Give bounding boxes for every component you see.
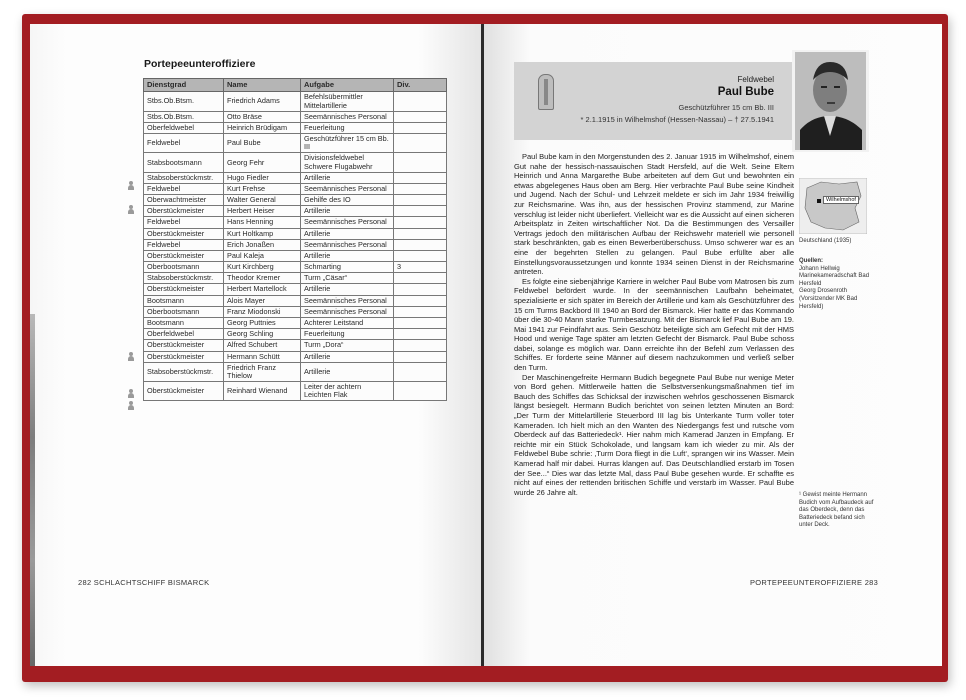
name-cell: Reinhard Wienand [224, 382, 301, 401]
person-icon [127, 401, 135, 411]
rank-cell: Feldwebel [144, 183, 224, 194]
name-cell: Otto Bräse [224, 111, 301, 122]
table-row [144, 217, 447, 228]
table-row [144, 362, 447, 381]
header-div: Div. [394, 79, 447, 92]
table-row [144, 306, 447, 317]
name-cell: Erich Jonaßen [224, 239, 301, 250]
biography-text [514, 152, 794, 497]
division-cell [394, 382, 447, 401]
table-row [144, 262, 447, 273]
duty-cell: Seemännisches Personal [301, 239, 394, 250]
division-cell: 3 [394, 262, 447, 273]
profile-header [514, 62, 794, 140]
division-cell [394, 295, 447, 306]
duty-cell: Seemännisches Personal [301, 111, 394, 122]
division-cell [394, 92, 447, 111]
division-cell [394, 318, 447, 329]
rank-cell: Stabsoberstückmstr. [144, 362, 224, 381]
name-cell: Georg Puttnies [224, 318, 301, 329]
duty-cell: Leiter der achtern Leichten Flak [301, 382, 394, 401]
map-label: Wilhelmshof [823, 196, 859, 204]
table-row [144, 134, 447, 153]
duty-cell: Artillerie [301, 351, 394, 362]
table-row [144, 351, 447, 362]
division-cell [394, 111, 447, 122]
sources-block [799, 258, 877, 311]
roster-table [143, 78, 447, 401]
table-row [144, 239, 447, 250]
portrait-photo [792, 50, 869, 152]
rank-cell: Oberbootsmann [144, 306, 224, 317]
left-page-footer: 282 SCHLACHTSCHIFF BISMARCK [78, 578, 210, 587]
rank-cell: Stbs.Ob.Btsm. [144, 92, 224, 111]
name-cell: Hugo Fiedler [224, 172, 301, 183]
division-cell [394, 206, 447, 217]
person-dates: * 2.1.1915 in Wilhelmshof (Hessen-Nassau) – † 27.5.1941 [580, 115, 774, 124]
rank-cell: Oberfeldwebel [144, 122, 224, 133]
person-role: Geschützführer 15 cm Bb. III [678, 103, 774, 112]
table-row [144, 206, 447, 217]
name-cell: Friedrich Adams [224, 92, 301, 111]
table-row [144, 340, 447, 351]
name-cell: Alois Mayer [224, 295, 301, 306]
duty-cell: Befehlsübermittler Mittelartillerie [301, 92, 394, 111]
division-cell [394, 284, 447, 295]
division-cell [394, 351, 447, 362]
division-cell [394, 239, 447, 250]
sources-title: Quellen: [799, 258, 824, 264]
division-cell [394, 217, 447, 228]
rank-cell: Stbs.Ob.Btsm. [144, 111, 224, 122]
header-dienstgrad: Dienstgrad [144, 79, 224, 92]
rank-cell: Oberbootsmann [144, 262, 224, 273]
name-cell: Paul Kaleja [224, 250, 301, 261]
division-cell [394, 329, 447, 340]
table-row [144, 284, 447, 295]
rank-cell: Oberfeldwebel [144, 329, 224, 340]
rank-cell: Oberwachtmeister [144, 195, 224, 206]
division-cell [394, 134, 447, 153]
division-cell [394, 340, 447, 351]
previous-photo-edge [30, 314, 35, 666]
table-row [144, 195, 447, 206]
section-title: Portepeeunteroffiziere [144, 58, 256, 70]
division-cell [394, 183, 447, 194]
rank-cell: Stabsoberstückmstr. [144, 273, 224, 284]
name-cell: Alfred Schubert [224, 340, 301, 351]
duty-cell: Feuerleitung [301, 329, 394, 340]
rank-cell: Oberstückmeister [144, 250, 224, 261]
source-item: Marinekameradschaft Bad Hersfeld [799, 273, 870, 287]
duty-cell: Seemännisches Personal [301, 217, 394, 228]
rank-cell: Stabsbootsmann [144, 153, 224, 172]
duty-cell: Seemännisches Personal [301, 306, 394, 317]
table-row [144, 172, 447, 183]
duty-cell: Seemännisches Personal [301, 295, 394, 306]
shoulder-board-icon [538, 74, 554, 110]
name-cell: Georg Fehr [224, 153, 301, 172]
table-row [144, 329, 447, 340]
duty-cell: Artillerie [301, 284, 394, 295]
duty-cell: Gehilfe des IO [301, 195, 394, 206]
duty-cell: Artillerie [301, 362, 394, 381]
division-cell [394, 273, 447, 284]
division-cell [394, 153, 447, 172]
map-caption: Deutschland (1935) [799, 238, 852, 244]
division-cell [394, 306, 447, 317]
table-row [144, 250, 447, 261]
table-row [144, 382, 447, 401]
rank-cell: Feldwebel [144, 134, 224, 153]
table-row [144, 273, 447, 284]
person-name: Paul Bube [717, 86, 774, 98]
header-aufgabe: Aufgabe [301, 79, 394, 92]
duty-cell: Schmarting [301, 262, 394, 273]
duty-cell: Artillerie [301, 228, 394, 239]
table-row [144, 318, 447, 329]
biography-paragraph: Paul Bube kam in den Morgenstunden des 2. Januar 1915 im Wilhelmshof, einem Gut nahe der hessisch-nassauischen Stadt Hersfeld, auf die Welt. Seine Eltern Heinrich und Anna Margarethe Bube arbeiteten auf dem Gut und bewohnten ein etwas abgelegenes Haus oben am Berg. Hier verbrachte Paul Bube seine Kindheit und Jugend. Nach der Schul- und Lehrzeit meldete er sich im Jahr 1934 freiwillig zur Reichsmarine. Was ihn, aus der hessischen Provinz stammend, zur Marine verschlug ist leider nicht überliefert. Vielleicht war es die Aussicht auf einen sicheren Arbeitsplatz in Zeiten wirtschaftlicher Not. Da die Bestimmungen des Versailler Vertrags jedoch den militärischen Aufbau der Reichswehr materiell wie personell stark beschränkten, gab es einen Bewerberüberschuss. Umso schwerer war es an eine der begehrten Stellen zu gelangen. Paul Bube erfüllte aber alle Einstellungsvoraussetzungen und konnte 1934 seinen Dienst in der Reichsmarine antreten. [514, 152, 794, 277]
header-name: Name [224, 79, 301, 92]
biography-paragraph: Es folgte eine siebenjährige Karriere in welcher Paul Bube vom Matrosen bis zum Feldwebel befördert wurde. In der seemännischen Laufbahn beheimatet, spezialisierte er sich später im Bereich der Artillerie und kam als Geschützführer des 15 cm Turms Backbord III 1940 an Bord der Bismarck. Hier hatte er das Kommando über die 30-40 Mann starke Turmbesatzung. Mit der Bismarck lief Paul Bube am 19. Mai 1941 zur Feindfahrt aus. Sein Geschütz beteiligte sich am Gefecht mit der HMS Hood und wenige Tage später am letzten Gefecht der Bismarck. Paul Bube schoss dabei, solange es möglich war. Dann erreichte ihn der Befehl zum Verlassen des Schiffes. Er forderte seine Männer auf diesem nachzukommen und verließ selber den Turm. [514, 276, 794, 373]
name-cell: Hermann Schütt [224, 351, 301, 362]
rank-cell: Oberstückmeister [144, 382, 224, 401]
duty-cell: Divisionsfeldwebel Schwere Flugabwehr [301, 153, 394, 172]
person-icon [127, 181, 135, 191]
table-row [144, 92, 447, 111]
rank-cell: Feldwebel [144, 239, 224, 250]
rank-cell: Oberstückmeister [144, 340, 224, 351]
rank-cell: Oberstückmeister [144, 284, 224, 295]
person-icon [127, 352, 135, 362]
duty-cell: Turm „Cäsar“ [301, 273, 394, 284]
division-cell [394, 172, 447, 183]
name-cell: Kurt Holtkamp [224, 228, 301, 239]
table-row [144, 122, 447, 133]
duty-cell: Achterer Leitstand [301, 318, 394, 329]
table-row [144, 153, 447, 172]
rank-cell: Oberstückmeister [144, 206, 224, 217]
rank-cell: Stabsoberstückmstr. [144, 172, 224, 183]
name-cell: Theodor Kremer [224, 273, 301, 284]
name-cell: Kurt Kirchberg [224, 262, 301, 273]
duty-cell: Feuerleitung [301, 122, 394, 133]
name-cell: Walter General [224, 195, 301, 206]
germany-map [799, 178, 867, 234]
rank-cell: Bootsmann [144, 318, 224, 329]
rank-cell: Oberstückmeister [144, 351, 224, 362]
division-cell [394, 250, 447, 261]
duty-cell: Artillerie [301, 206, 394, 217]
name-cell: Georg Schling [224, 329, 301, 340]
table-header-row [144, 79, 447, 92]
biography-paragraph: Der Maschinengefreite Hermann Budich begegnete Paul Bube nur wenige Meter von Bord gehen. Mittlerweile hatten die Selbstversenkungsmaßnahmen tief im Bauch des Schiffes das Schicksal der inzwischen wehrlos geschossenen Bismarck längst besiegelt. Hermann Budich berichtet von seinen letzten Minuten an Bord: „Der Turm der Mittelartillerie Steuerbord III lag bis Unterkante Turm voller toter Kameraden. Ich hielt mich an den Wanten des Niedergangs fest und rutsche vom Oberdeck auf das Batteriedeck¹. Hier nahm mich Kamerad Janzen in Empfang. Er reichte mir ein Stück Schokolade, und langsam kam ich wieder zu mir. Als der Feldwebel Bube schrie: ‚Turm Dora fliegt in die Luft‘, sprangen wir ins Wasser. Mein Kamerad half mir dabei. Hurras klangen auf. Das Deutschlandlied erstarb im Tosen der See...“ Dies war das letzte Mal, dass Paul Bube gesehen wurde. Er schaffte es nicht auf eines der rettenden britischen Schiffe und verstarb im Wasser. Paul Bube wurde 26 Jahre alt. [514, 372, 794, 497]
name-cell: Paul Bube [224, 134, 301, 153]
division-cell [394, 122, 447, 133]
name-cell: Hans Henning [224, 217, 301, 228]
duty-cell: Turm „Dora“ [301, 340, 394, 351]
table-row [144, 183, 447, 194]
name-cell: Heinrich Brüdigam [224, 122, 301, 133]
person-icon [127, 389, 135, 399]
duty-cell: Artillerie [301, 172, 394, 183]
person-icon [127, 205, 135, 215]
name-cell: Herbert Martellock [224, 284, 301, 295]
name-cell: Friedrich Franz Thielow [224, 362, 301, 381]
rank-cell: Oberstückmeister [144, 228, 224, 239]
table-row [144, 228, 447, 239]
table-row [144, 295, 447, 306]
name-cell: Kurt Frehse [224, 183, 301, 194]
footnote: ¹ Gewist meinte Hermann Budich vom Aufbaudeck auf das Oberdeck, denn das Batteriedeck befand sich unter Deck. [799, 492, 874, 529]
rank-cell: Bootsmann [144, 295, 224, 306]
rank-label: Feldwebel [737, 75, 774, 84]
name-cell: Herbert Heiser [224, 206, 301, 217]
rank-cell: Feldwebel [144, 217, 224, 228]
division-cell [394, 362, 447, 381]
name-cell: Franz Miodonski [224, 306, 301, 317]
duty-cell: Seemännisches Personal [301, 183, 394, 194]
duty-cell: Geschützführer 15 cm Bb. III [301, 134, 394, 153]
right-page-content [484, 0, 942, 700]
right-page-footer: PORTEPEEUNTEROFFIZIERE 283 [750, 578, 879, 587]
source-item: Johann Hellwig [799, 265, 840, 272]
division-cell [394, 195, 447, 206]
division-cell [394, 228, 447, 239]
duty-cell: Artillerie [301, 250, 394, 261]
table-row [144, 111, 447, 122]
source-item: Georg Drosenroth (Vorsitzender MK Bad Hersfeld) [799, 288, 858, 310]
